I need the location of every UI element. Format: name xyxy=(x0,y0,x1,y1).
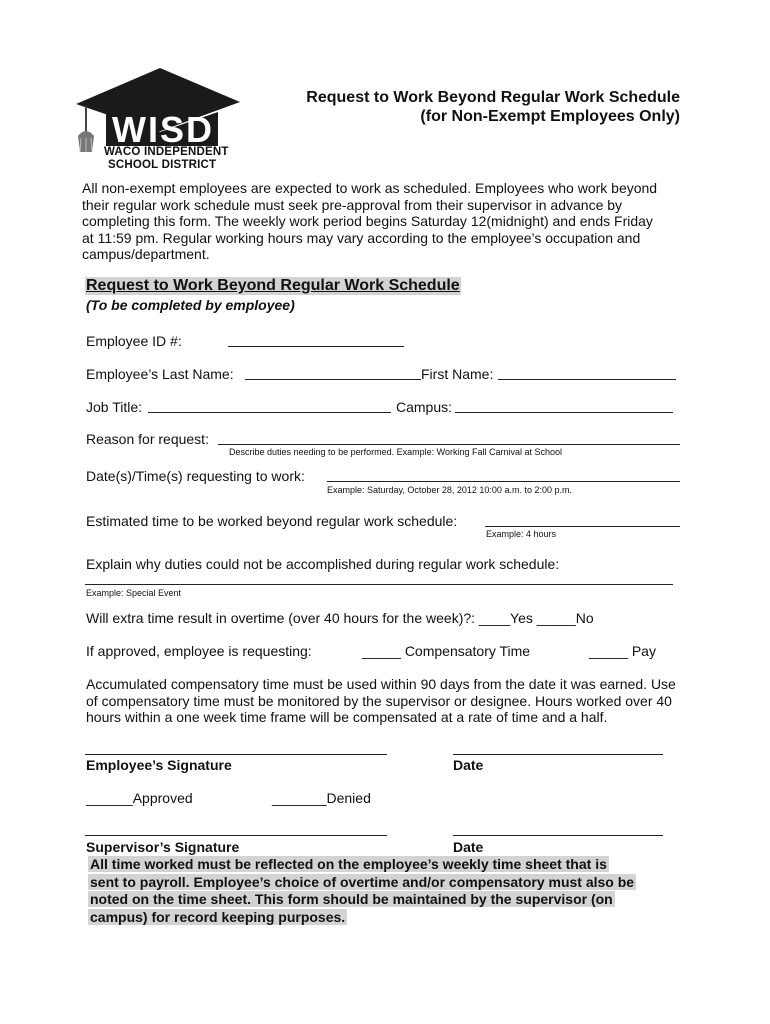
logo-acronym: WISD xyxy=(112,109,214,150)
logo-name-line2: SCHOOL DISTRICT xyxy=(108,159,217,171)
estimated-hint: Example: 4 hours xyxy=(486,529,557,539)
footer-note-line2: sent to payroll. Employee’s choice of overtime and/or compensatory must also be xyxy=(90,873,635,890)
overtime-question[interactable]: Will extra time result in overtime (over 40 hours for the week)?: ____Yes _____No xyxy=(86,610,594,626)
first-name-label: First Name: xyxy=(421,366,494,382)
campus-field[interactable] xyxy=(455,412,673,413)
last-name-field[interactable] xyxy=(245,379,421,380)
footer-note-line3: noted on the time sheet. This form should be maintained by the supervisor (on xyxy=(90,891,613,907)
approved-option[interactable]: ______Approved xyxy=(86,790,193,806)
supervisor-date-label: Date xyxy=(453,839,484,855)
reason-hint: Describe duties needing to be performed. Example: Working Fall Carnival at School xyxy=(229,447,562,457)
employee-date-line[interactable] xyxy=(453,754,663,755)
requesting-label: If approved, employee is requesting: xyxy=(86,643,312,659)
section-subtitle: (To be completed by employee) xyxy=(86,297,295,313)
reason-field[interactable] xyxy=(218,444,680,445)
employee-id-field[interactable] xyxy=(228,346,404,347)
estimated-field[interactable] xyxy=(485,526,680,527)
job-title-field[interactable] xyxy=(148,412,391,413)
form-title-line2: (for Non-Exempt Employees Only) xyxy=(420,108,680,125)
dates-field[interactable] xyxy=(327,481,680,482)
supervisor-signature-label: Supervisor’s Signature xyxy=(86,839,240,855)
last-name-label: Employee’s Last Name: xyxy=(86,366,234,382)
footer-note-line4: campus) for record keeping purposes. xyxy=(90,908,346,925)
employee-signature-label: Employee’s Signature xyxy=(86,757,232,773)
footer-note-line1: All time worked must be reflected on the employee’s weekly time sheet that is xyxy=(90,856,607,872)
explain-label: Explain why duties could not be accomplished during regular work schedule: xyxy=(86,556,560,572)
campus-label: Campus: xyxy=(396,399,453,415)
comp-time-option[interactable]: _____ Compensatory Time xyxy=(362,643,531,659)
dates-label: Date(s)/Time(s) requesting to work: xyxy=(86,468,305,484)
pay-option[interactable]: _____ Pay xyxy=(589,643,656,659)
reason-label: Reason for request: xyxy=(86,431,209,447)
intro-paragraph: All non-exempt employees are expected to work as scheduled. Employees who work beyond their regular work schedule must seek pre-approval from their supervisor in advance by completing this form. The weekly work period begins Saturday 12(midnight) and ends Friday at 11:59 pm. Regular working hours may vary according to the employee’s occupation and campus/department. xyxy=(82,180,658,262)
estimated-label: Estimated time to be worked beyond regular work schedule: xyxy=(86,513,458,529)
dates-hint: Example: Saturday, October 28, 2012 10:00 a.m. to 2:00 p.m. xyxy=(327,485,572,495)
first-name-field[interactable] xyxy=(498,379,676,380)
explain-field[interactable] xyxy=(85,584,673,585)
employee-signature-line[interactable] xyxy=(85,754,387,755)
denied-option[interactable]: _______Denied xyxy=(272,790,371,806)
explain-hint: Example: Special Event xyxy=(86,588,182,598)
accumulated-paragraph: Accumulated compensatory time must be used within 90 days from the date it was earned. Use of compensatory time must be monitored by the supervisor or designee. Hours worked over 40 hours within a one week time frame will be compensated at a rate of time and a half. xyxy=(86,676,676,725)
job-title-label: Job Title: xyxy=(86,399,143,415)
supervisor-date-line[interactable] xyxy=(453,835,663,836)
employee-id-label: Employee ID #: xyxy=(86,333,182,349)
section-title: Request to Work Beyond Regular Work Schedule xyxy=(86,277,460,294)
wisd-logo xyxy=(68,66,243,176)
employee-date-label: Date xyxy=(453,757,484,773)
logo-name-line1: WACO INDEPENDENT xyxy=(104,146,229,158)
form-title-line1: Request to Work Beyond Regular Work Schedule xyxy=(306,89,680,106)
supervisor-signature-line[interactable] xyxy=(85,835,387,836)
footer-note xyxy=(88,856,688,926)
